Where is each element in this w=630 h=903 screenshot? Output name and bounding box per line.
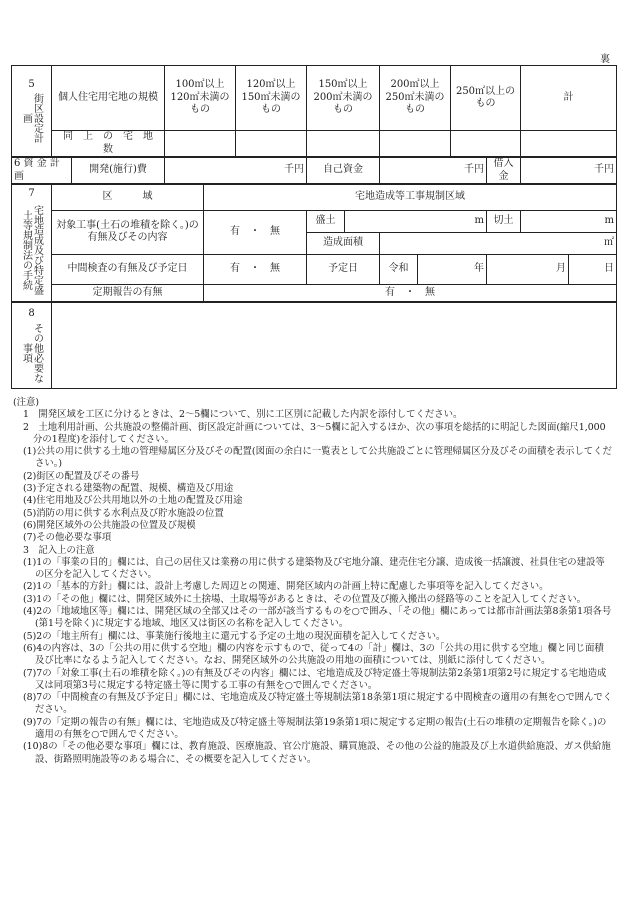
sec7-scheduled-label: 予定日 xyxy=(307,254,380,284)
note-2-item: (3)予定される建築物の配置、規模、構造及び用途 xyxy=(23,483,234,495)
sec7-periodic-label: 定期報告の有無 xyxy=(52,284,204,302)
sec7-develop-area-field[interactable] xyxy=(380,232,617,254)
sec6-own-funds-field[interactable] xyxy=(380,157,487,184)
sec5-col-3: 150㎡以上200㎡未満のもの xyxy=(307,66,380,131)
sec7-year-unit: 年 xyxy=(474,262,484,274)
sec6-dev-cost-label: 開発(施行)費 xyxy=(72,157,165,184)
note-2-item: (2)街区の配置及びその番号 xyxy=(23,470,140,482)
sec6-title: 6 資 金 計 画 xyxy=(12,157,72,184)
note-2-item: (4)住宅用地及び公共用地以外の土地の配置及び用途 xyxy=(23,495,243,507)
sec7-midterm-yes-no[interactable]: 有 ・ 無 xyxy=(204,254,307,284)
note-3-item: (6)4の内容は、3の「公共の用に供する空地」欄の内容を示すもので、従って4の「計」欄は、3の「公共の用に供する空地」欄と同じ面積及び比率になるよう記入してください。なお、開発区域外の公共施設の用地の面積については、別紙に添付してください。 xyxy=(23,642,604,667)
sec5-col-5: 250㎡以上のもの xyxy=(451,66,521,131)
sec7-area-value: 宅地造成等工事規制区域 xyxy=(204,184,617,210)
sec7-periodic-yes-no[interactable]: 有 ・ 無 xyxy=(204,284,617,302)
note-2-item: (7)その他必要な事項 xyxy=(23,532,112,544)
sec8-title: その他必要な事項 xyxy=(20,322,43,383)
note-1: 1 開発区域を工区に分けるときは、2～5欄について、別に工区別に記載した内訳を添付してください。 xyxy=(23,409,463,421)
sec7-develop-area-label: 造成面積 xyxy=(307,232,380,254)
sec5-count-label: 同 上 の 宅 地 数 xyxy=(52,131,165,158)
sec5-count-2[interactable] xyxy=(236,131,307,158)
sec6-own-funds-unit: 千円 xyxy=(464,164,484,176)
sec5-number: 5 xyxy=(28,78,35,90)
note-3: 3 記入上の注意 xyxy=(23,544,95,556)
sec7-day-unit: 日 xyxy=(604,262,614,274)
sec7-area-label: 区 域 xyxy=(52,184,204,210)
page-side-label: 裏 xyxy=(600,54,610,65)
sec7-cut-unit: m xyxy=(604,214,614,226)
sec7-cut-label: 切土 xyxy=(487,210,521,232)
sec7-works-label: 対象工事(土石の堆積を除く。)の有無及びその内容 xyxy=(52,210,204,254)
note-3-item: (5)2の「地主所有」欄には、事業施行後地主に還元する予定の土地の現況面積を記入してください。 xyxy=(23,630,446,642)
sec7-fill-label: 盛土 xyxy=(307,210,345,232)
sec6-dev-cost-field[interactable] xyxy=(165,157,307,184)
note-3-item: (10)8の「その他必要な事項」欄には、教育施設、医療施設、官公庁施設、購買施設、その他の公益的施設及び上水道供給施設、ガス供給施設、街路照明施設等のある場合に、その概要を記入してください。 xyxy=(23,741,611,765)
note-3-item: (3)1の「その他」欄には、開発区域外に土捨場、土取場等があるときは、その位置及び搬入搬出の経路等のことを記入してください。 xyxy=(23,593,586,605)
sec7-cut-field[interactable] xyxy=(521,210,617,232)
sec5-count-1[interactable] xyxy=(165,131,236,158)
sec7-works-yes-no[interactable]: 有 ・ 無 xyxy=(204,210,307,254)
sec5-col-1: 100㎡以上120㎡未満のもの xyxy=(165,66,236,131)
development-form-table xyxy=(11,65,617,389)
sec6-loan-unit: 千円 xyxy=(594,164,614,176)
note-2-item: (1)公共の用に供する土地の管理帰属区分及びその配置(図面の余白に一覧表として公共施設ごとに管理帰属区分及びその面積を表示してください。) xyxy=(23,446,612,470)
note-3-item: (2)1の「基本的方針」欄には、設計上考慮した周辺との関連、開発区域内の計画上特に配慮した事項等を記入してください。 xyxy=(23,581,549,593)
sec7-midterm-label: 中間検査の有無及び予定日 xyxy=(52,254,204,284)
sec7-number: 7 xyxy=(28,188,35,200)
sec8-header xyxy=(12,302,52,388)
sec7-fill-unit: m xyxy=(474,214,484,226)
note-3-item: (8)7の「中間検査の有無及び予定日」欄には、宅地造成及び特定盛土等規制法第18条第1項に規定する中間検査の適用の有無を○で囲んでください。 xyxy=(23,692,613,716)
sec5-title: 街区設定計画 xyxy=(20,93,43,144)
sec6-dev-cost-unit: 千円 xyxy=(284,164,304,176)
sec7-title: 宅地造成及び特定盛土等規制法の手続 xyxy=(20,205,43,296)
sec5-count-5[interactable] xyxy=(451,131,521,158)
note-2-item: (6)開発区域外の公共施設の位置及び規模 xyxy=(23,519,196,531)
sec6-loan-label: 借入金 xyxy=(487,157,521,184)
sec5-row-label: 個人住宅用宅地の規模 xyxy=(52,66,165,131)
sec7-day-field[interactable] xyxy=(569,254,617,284)
note-2: 2 土地利用計画、公共施設の整備計画、街区設定計画については、3～5欄に記入するほか、次の事項を総括的に明記した図面(縮尺1,000分の1程度)を添付してください。 xyxy=(23,421,606,445)
sec8-content-field[interactable] xyxy=(52,302,617,388)
note-3-item: (1)1の「事業の目的」欄には、自己の居住又は業務の用に供する建築物及び宅地分譲、建売住宅分譲、造成後一括譲渡、社員住宅の建設等の区分を記入してください。 xyxy=(23,556,605,581)
sec5-header xyxy=(12,66,52,158)
sec7-develop-area-unit: ㎡ xyxy=(604,236,614,248)
notes-heading: (注意) xyxy=(13,397,40,408)
sec5-count-4[interactable] xyxy=(380,131,451,158)
note-2-item: (5)消防の用に供する水利点及び貯水施設の位置 xyxy=(23,507,224,519)
sec7-month-unit: 月 xyxy=(556,262,566,274)
sec6-own-funds-label: 自己資金 xyxy=(307,157,380,184)
sec5-col-total: 計 xyxy=(521,66,617,131)
sec7-year-field[interactable] xyxy=(418,254,487,284)
sec7-header xyxy=(12,184,52,302)
sec5-count-3[interactable] xyxy=(307,131,380,158)
note-3-item: (7)7の「対象工事(土石の堆積を除く。)の有無及びその内容」欄には、宅地造成及び特定盛土等規制法第2条第1項第2号に規定する宅地造成又は同項第3号に規定する特定盛土等に関する工事の有無を○で囲んでください。 xyxy=(23,667,607,691)
sec6-loan-field[interactable] xyxy=(521,157,617,184)
sec5-col-2: 120㎡以上150㎡未満のもの xyxy=(236,66,307,131)
sec7-month-field[interactable] xyxy=(487,254,569,284)
note-3-item: (4)2の「地域地区等」欄には、開発区域の全部又はその一部が該当するものを○で囲み、「その他」欄にあっては都市計画法第8条第1項各号(第1号を除く)に規定する地域、地区又は街区の名称を記入してください。 xyxy=(23,606,612,630)
sec7-fill-field[interactable] xyxy=(345,210,487,232)
notes-section xyxy=(13,397,613,766)
sec5-count-total[interactable] xyxy=(521,131,617,158)
note-3-item: (9)7の「定期の報告の有無」欄には、宅地造成及び特定盛土等規制法第19条第1項に規定する定期の報告(土石の堆積の定期報告を除く。)の適用の有無を○で囲んでください。 xyxy=(23,716,607,741)
sec8-number: 8 xyxy=(28,308,35,319)
sec7-era: 令和 xyxy=(380,254,418,284)
sec5-col-4: 200㎡以上250㎡未満のもの xyxy=(380,66,451,131)
